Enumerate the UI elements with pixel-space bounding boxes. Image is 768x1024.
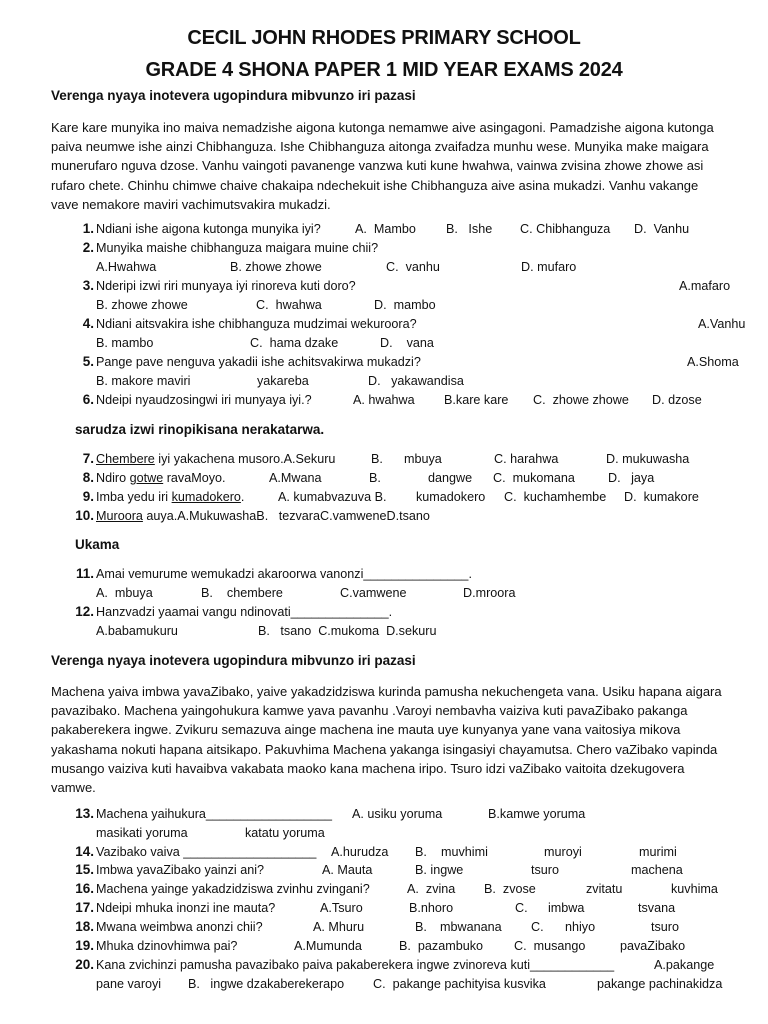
section1-instruction: Verenga nyaya inotevera ugopindura mibvunzo iri pazasi xyxy=(51,88,416,103)
passage-line: Kare kare munyika ino maiva nemadzishe aigona kutonga nemamwe aive asingagoni. Pamadzishe aigona kutonga xyxy=(51,120,714,135)
option-b: B. Ishe xyxy=(446,222,493,236)
passage-line: munerufaro nguva dzose. Vanhu vaingoti pavanenge vanzwa kuti kune hwahwa, vainwa zvisina zhowe zhowe asi xyxy=(51,158,704,174)
question-19: Mhuka dzinovhimwa pai? xyxy=(96,939,238,953)
passage-line: rufaro chete. Chinhu chimwe chaive chakaipa ndechekuit ishe Chibhanguza aive asina mukadzi. Vanhu vakange xyxy=(51,177,699,193)
question-number: 11. xyxy=(75,566,94,581)
option-c: masikati yoruma xyxy=(96,826,188,840)
passage-line: pavazibako. Machena yaingohukura kamwe yava pavanhu .Varoyi nembavha vaiziva kuti pavaZibako pakanga xyxy=(51,703,688,719)
underlined-word: Chembere xyxy=(96,452,155,466)
option-a: A.Sekuru xyxy=(283,452,336,466)
option-b: B. xyxy=(369,471,381,485)
question-text: iyi yakachena musoro. xyxy=(154,452,284,466)
option-c: C.vamwene xyxy=(340,586,407,600)
option-a: A.hurudza xyxy=(331,845,389,859)
option-c-text: imbwa xyxy=(548,901,585,915)
question-2: Munyika maishe chibhanguza maigara muine chii? xyxy=(96,241,379,255)
question-7 xyxy=(96,452,335,466)
section2-title: sarudza izwi rinopikisana nerakatarwa. xyxy=(75,422,325,437)
option-d: D. Vanhu xyxy=(634,222,690,236)
option-d: machena xyxy=(631,863,683,877)
option-d: murimi xyxy=(639,845,677,859)
question-number: 14. xyxy=(75,844,94,859)
option-c: zvitatu xyxy=(586,882,623,896)
option-d: D. dzose xyxy=(652,393,702,407)
option-b-text: kumadokero xyxy=(416,490,486,504)
option-d: D. mukuwasha xyxy=(606,452,690,466)
question-4: Ndiani aitsvakira ishe chibhanguza mudzimai wekuroora? xyxy=(96,317,417,331)
question-number: 19. xyxy=(75,938,94,953)
question-1: Ndiani ishe aigona kutonga munyika iyi? xyxy=(96,222,321,236)
option-a: A. Mhuru xyxy=(313,920,365,934)
option-b: B. xyxy=(415,845,427,859)
option-d: D. vana xyxy=(380,336,434,350)
option-c-text: nhiyo xyxy=(565,920,596,934)
option-d: pakange pachinakidza xyxy=(597,977,723,991)
option-a: A. usiku yoruma xyxy=(352,807,443,821)
option-d: katatu yoruma xyxy=(245,826,325,840)
option-d: tsvana xyxy=(638,901,676,915)
question-3: Nderipi izwi riri munyaya iyi rinoreva kuti doro? xyxy=(96,279,356,293)
option-a: A.Mumunda xyxy=(294,939,362,953)
option-c: C. xyxy=(515,901,528,915)
option-b: B. xyxy=(371,452,383,466)
option-c: C. pakange pachityisa kusvika xyxy=(373,977,546,991)
question-number: 18. xyxy=(75,919,94,934)
option-b: B. zhowe zhowe xyxy=(96,298,188,312)
option-b: B.kare kare xyxy=(444,393,509,407)
question-14: Vazibako vaiva ___________________ xyxy=(96,845,317,859)
passage-line: Machena yaiva imbwa yavaZibako, yaive yakadzidziswa kurinda pamusha nekuchengeta vana. Usiku hapana aigara xyxy=(51,684,722,699)
question-number: 7. xyxy=(82,451,94,466)
option-a-cont: pane varoyi xyxy=(96,977,162,991)
question-10 xyxy=(96,509,430,523)
option-a: A.Shoma xyxy=(687,355,739,369)
question-number: 12. xyxy=(75,604,94,619)
option-a: A.mafaro xyxy=(679,279,731,293)
option-b-text: mbwanana xyxy=(440,920,502,934)
option-c: C. zhowe zhowe xyxy=(533,393,629,407)
option-a: A. Mambo xyxy=(355,222,416,236)
question-9 xyxy=(96,490,244,504)
option-b-text: muvhimi xyxy=(441,845,488,859)
question-16: Machena yainge yakadzidziswa zvinhu zvingani? xyxy=(96,882,370,896)
question-number: 17. xyxy=(75,900,94,915)
option-d: kuvhima xyxy=(671,882,718,896)
option-d: tsuro xyxy=(651,920,679,934)
option-d: D. mufaro xyxy=(521,260,577,274)
question-number: 13. xyxy=(75,806,94,821)
option-a: A.Vanhu xyxy=(698,317,746,331)
option-a: A.Tsuro xyxy=(320,901,363,915)
question-number: 1. xyxy=(82,221,94,236)
option-c: C. harahwa xyxy=(494,452,559,466)
underlined-word: gotwe xyxy=(129,471,164,485)
question-number: 16. xyxy=(75,881,94,896)
option-a: A.Mwana xyxy=(269,471,322,485)
question-number: 15. xyxy=(75,862,94,877)
question-text: auya.A.MukuwashaB. tezvaraC.vamweneD.tsano xyxy=(142,509,430,523)
school-title: CECIL JOHN RHODES PRIMARY SCHOOL xyxy=(187,27,581,49)
option-a: A.pakange xyxy=(654,958,715,972)
question-6: Ndeipi nyaudzosingwi iri munyaya iyi.? xyxy=(96,393,312,407)
question-text: . xyxy=(240,490,245,504)
option-b: B. ingwe xyxy=(415,863,464,877)
question-8 xyxy=(96,471,226,485)
question-13: Machena yaihukura__________________ xyxy=(96,807,332,821)
passage-line: pakaberekera ingwe. Zvikuru semazuva ainge machena ine mauta uye kunyanya yane vana vaitosiya mikova xyxy=(51,722,681,738)
question-20: Kana zvichinzi pamusha pavazibako paiva pakaberekera ingwe zvinoreva kuti____________ xyxy=(96,958,615,972)
option-c: muroyi xyxy=(544,845,582,859)
question-text: Imba yedu iri xyxy=(96,490,172,504)
option-c: C. mukomana xyxy=(493,471,575,485)
exam-title: GRADE 4 SHONA PAPER 1 MID YEAR EXAMS 2024 xyxy=(145,59,623,81)
option-c: C. hama dzake xyxy=(250,336,339,350)
question-number: 9. xyxy=(82,489,94,504)
question-11: Amai vemurume wemukadzi akaroorwa vanonzi_______________. xyxy=(96,567,472,581)
question-number: 6. xyxy=(82,392,94,407)
question-18: Mwana weimbwa anonzi chii? xyxy=(96,920,263,934)
option-d: D.mroora xyxy=(463,586,516,600)
option-c: C. hwahwa xyxy=(256,298,322,312)
section1-passage xyxy=(51,118,751,214)
passage-line: vamwe. xyxy=(51,780,96,796)
option-d: D. kumakore xyxy=(624,490,699,504)
option-b-text: mbuya xyxy=(404,452,442,466)
question-17: Ndeipi mhuka inonzi ine mauta? xyxy=(96,901,276,915)
option-a: A.babamukuru xyxy=(96,624,178,638)
option-a: A. Mauta xyxy=(322,863,373,877)
passage-line: paiva neumwe ishe ainzi Chibhanguza. Ishe Chibhanguza aitonga zvaifadza munhu wese. Munyika make maigara xyxy=(51,139,709,155)
option-d: D. jaya xyxy=(608,471,655,485)
question-number: 3. xyxy=(82,278,94,293)
question-number: 5. xyxy=(82,354,94,369)
passage-line: musango vaiziva kuti havaibva vakabata maoko kana machena iripo. Tsuro idzi vaZibako vaitoita dzekugovera xyxy=(51,760,685,776)
option-b: B. zvose xyxy=(484,882,536,896)
option-d: pavaZibako xyxy=(620,939,686,953)
option-d: D. mambo xyxy=(374,298,436,312)
option-b: B.kamwe yoruma xyxy=(488,807,586,821)
question-5: Pange pave nenguva yakadii ishe achitsvakirwa mukadzi? xyxy=(96,355,421,369)
option-c: yakareba xyxy=(257,374,309,388)
question-number: 2. xyxy=(82,240,94,255)
option-b: B.nhoro xyxy=(409,901,454,915)
underlined-word: kumadokero xyxy=(171,490,241,504)
option-b-text: dangwe xyxy=(428,471,473,485)
option-a: A. zvina xyxy=(407,882,456,896)
option-b: B. mambo xyxy=(96,336,154,350)
option-b: B. makore maviri xyxy=(96,374,191,388)
option-c: tsuro xyxy=(531,863,559,877)
option-b: B. tsano C.mukoma D.sekuru xyxy=(258,624,437,638)
option-b: B. xyxy=(415,920,427,934)
option-c: C. vanhu xyxy=(386,260,440,274)
option-d: D. yakawandisa xyxy=(368,374,464,388)
option-b: B. zhowe zhowe xyxy=(230,260,322,274)
question-number: 10. xyxy=(75,508,94,523)
question-number: 20. xyxy=(75,957,94,972)
option-c: C. musango xyxy=(514,939,586,953)
option-b: B. ingwe dzakaberekerapo xyxy=(188,977,345,991)
option-c: C. kuchamhembe xyxy=(504,490,607,504)
question-15: Imbwa yavaZibako yainzi ani? xyxy=(96,863,264,877)
question-text: ravaMoyo. xyxy=(163,471,226,485)
option-b: B. pazambuko xyxy=(399,939,484,953)
question-12: Hanzvadzi yaamai vangu ndinovati______________. xyxy=(96,605,393,619)
passage-line: vave nemakore maviri vachimutsvakira mukadzi. xyxy=(51,196,331,212)
option-b: B. chembere xyxy=(201,586,283,600)
option-a: A.Hwahwa xyxy=(96,260,157,274)
option-a: A. mbuya xyxy=(96,586,153,600)
passage-line: yakashama nokuti hapana aitsikapo. Pakuvhima Machena yakanga isingasiyi chayamutsa. Chero vaZibako vapinda xyxy=(51,741,718,757)
section4-passage xyxy=(51,682,751,797)
option-a: A. kumabvazuva B. xyxy=(278,490,387,504)
underlined-word: Muroora xyxy=(96,509,143,523)
option-c: C. xyxy=(531,920,544,934)
option-c: C. Chibhanguza xyxy=(520,222,611,236)
question-number: 4. xyxy=(82,316,94,331)
section3-title: Ukama xyxy=(75,537,120,552)
question-text: Ndiro xyxy=(96,471,130,485)
option-a: A. hwahwa xyxy=(353,393,415,407)
section4-instruction: Verenga nyaya inotevera ugopindura mibvunzo iri pazasi xyxy=(51,653,416,668)
question-number: 8. xyxy=(82,470,94,485)
